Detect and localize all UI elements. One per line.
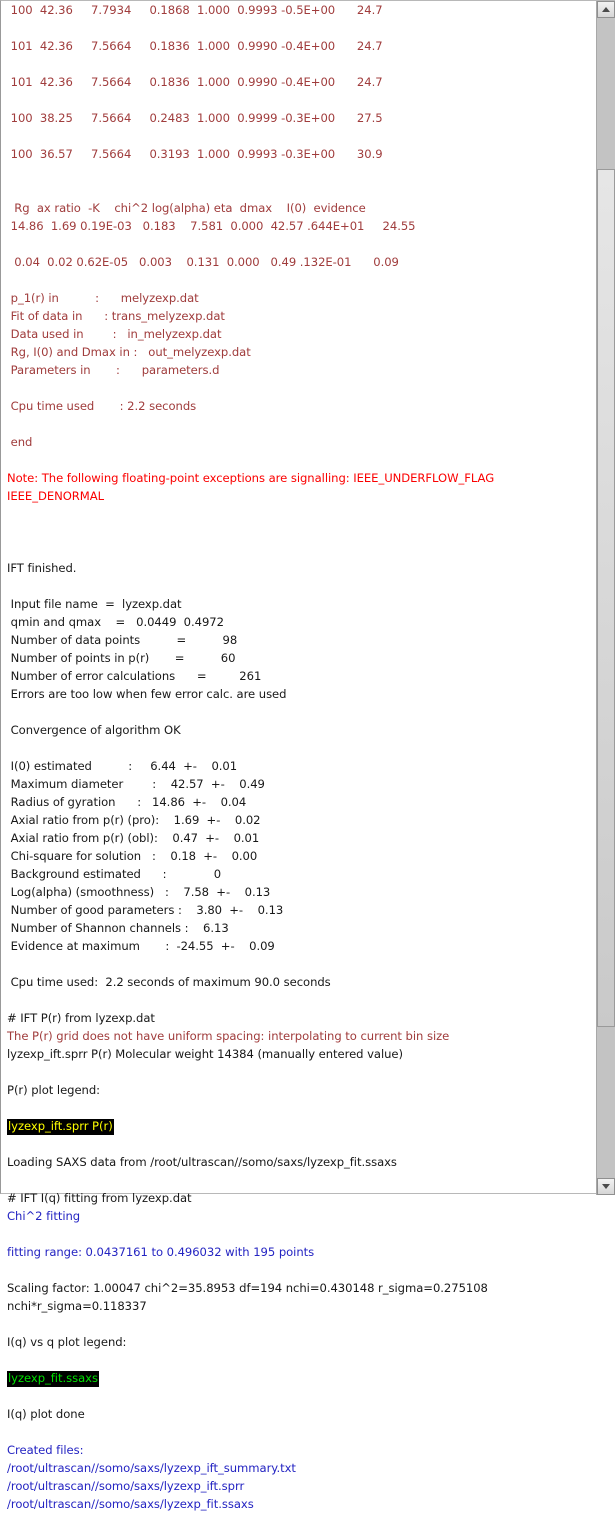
console-blank-line — [7, 1225, 592, 1243]
console-blank-line — [7, 55, 592, 73]
console-line: The P(r) grid does not have uniform spacing: interpolating to current bin size — [7, 1029, 450, 1043]
console-line: /root/ultrascan//somo/saxs/lyzexp_fit.ssaxs — [7, 1497, 254, 1511]
highlighted-legend-iq: lyzexp_fit.ssaxs — [8, 1371, 98, 1385]
console-line: Number of points in p(r) = 60 — [7, 651, 236, 665]
console-line: 100 36.57 7.5664 0.3193 1.000 0.9993 -0.3E+00 30.9 — [7, 147, 383, 161]
console-blank-line — [7, 523, 592, 541]
console-blank-line — [7, 451, 592, 469]
console-line: Number of error calculations = 261 — [7, 669, 262, 683]
console-line: P(r) plot legend: — [7, 1083, 101, 1097]
console-line: I(q) vs q plot legend: — [7, 1335, 127, 1349]
console-blank-line — [7, 271, 592, 289]
console-line: Convergence of algorithm OK — [7, 723, 181, 737]
console-line: Evidence at maximum : -24.55 +- 0.09 — [7, 939, 275, 953]
console-line: Cpu time used : 2.2 seconds — [7, 399, 197, 413]
console-line: Radius of gyration : 14.86 +- 0.04 — [7, 795, 247, 809]
console-blank-line — [7, 955, 592, 973]
console-line: Chi-square for solution : 0.18 +- 0.00 — [7, 849, 258, 863]
console-line: 100 42.36 7.7934 0.1868 1.000 0.9993 -0.5E+00 24.7 — [7, 3, 383, 17]
console-line: # IFT I(q) fitting from lyzexp.dat — [7, 1191, 192, 1205]
console-line: Cpu time used: 2.2 seconds of maximum 90.0 seconds — [7, 975, 331, 989]
scrollbar-thumb[interactable] — [597, 169, 615, 1027]
console-line: IFT finished. — [7, 561, 77, 575]
console-blank-line — [7, 415, 592, 433]
console-blank-line — [7, 235, 592, 253]
console-line: Background estimated : 0 — [7, 867, 222, 881]
console-blank-line — [7, 577, 592, 595]
console-blank-line — [7, 1315, 592, 1333]
console-line: Number of data points = 98 — [7, 633, 238, 647]
console-line: /root/ultrascan//somo/saxs/lyzexp_ift_summary.txt — [7, 1461, 296, 1475]
console-line: fitting range: 0.0437161 to 0.496032 with 195 points — [7, 1245, 315, 1259]
console-blank-line — [7, 1351, 592, 1369]
console-blank-line — [7, 1135, 592, 1153]
triangle-up-icon — [602, 7, 610, 12]
scrollbar-track[interactable] — [597, 18, 615, 1178]
console-line: Note: The following floating-point exceptions are signalling: IEEE_UNDERFLOW_FLAG IEEE_DENORMAL — [7, 471, 498, 503]
console-blank-line — [7, 1063, 592, 1081]
console-blank-line — [7, 91, 592, 109]
console-line: Input file name = lyzexp.dat — [7, 597, 182, 611]
console-blank-line — [7, 127, 592, 145]
console-line: Axial ratio from p(r) (pro): 1.69 +- 0.02 — [7, 813, 261, 827]
console-line: lyzexp_ift.sprr P(r) Molecular weight 14384 (manually entered value) — [7, 1047, 403, 1061]
console-blank-line — [7, 703, 592, 721]
console-line: Fit of data in : trans_melyzexp.dat — [7, 309, 225, 323]
console-line: I(q) plot done — [7, 1407, 85, 1421]
console-line: Data used in : in_melyzexp.dat — [7, 327, 222, 341]
console-line: Rg ax ratio -K chi^2 log(alpha) eta dmax I(0) evidence — [7, 201, 366, 215]
console-blank-line — [7, 1261, 592, 1279]
console-line: Chi^2 fitting — [7, 1209, 81, 1223]
console-line: Maximum diameter : 42.57 +- 0.49 — [7, 777, 265, 791]
console-line: Loading SAXS data from /root/ultrascan//somo/saxs/lyzexp_fit.ssaxs — [7, 1155, 397, 1169]
console-line: 0.04 0.02 0.62E-05 0.003 0.131 0.000 0.49 .132E-01 0.09 — [7, 255, 399, 269]
console-line — [7, 1369, 592, 1387]
console-blank-line — [7, 19, 592, 37]
console-line: Number of good parameters : 3.80 +- 0.13 — [7, 903, 284, 917]
console-output-pane[interactable] — [1, 1, 596, 1511]
console-line: # IFT P(r) from lyzexp.dat — [7, 1011, 155, 1025]
console-blank-line — [7, 739, 592, 757]
console-line: 101 42.36 7.5664 0.1836 1.000 0.9990 -0.4E+00 24.7 — [7, 39, 383, 53]
vertical-scrollbar[interactable] — [596, 1, 615, 1195]
console-line: /root/ultrascan//somo/saxs/lyzexp_ift.sprr — [7, 1479, 245, 1493]
console-blank-line — [7, 541, 592, 559]
console-blank-line — [7, 505, 592, 523]
console-line — [7, 1117, 592, 1135]
console-line: end — [7, 435, 33, 449]
console-line: Log(alpha) (smoothness) : 7.58 +- 0.13 — [7, 885, 271, 899]
console-line: p_1(r) in : melyzexp.dat — [7, 291, 199, 305]
console-line: Axial ratio from p(r) (obl): 0.47 +- 0.01 — [7, 831, 260, 845]
console-blank-line — [7, 1099, 592, 1117]
console-line: 14.86 1.69 0.19E-03 0.183 7.581 0.000 42.57 .644E+01 24.55 — [7, 219, 416, 233]
console-blank-line — [7, 991, 592, 1009]
console-line: qmin and qmax = 0.0449 0.4972 — [7, 615, 224, 629]
scroll-up-arrow-icon[interactable] — [597, 1, 615, 18]
console-line: 101 42.36 7.5664 0.1836 1.000 0.9990 -0.4E+00 24.7 — [7, 75, 383, 89]
scroll-down-arrow-icon[interactable] — [597, 1178, 615, 1195]
console-blank-line — [7, 1171, 592, 1189]
console-line: Created files: — [7, 1443, 84, 1457]
console-line: I(0) estimated : 6.44 +- 0.01 — [7, 759, 238, 773]
console-line: Scaling factor: 1.00047 chi^2=35.8953 df=194 nchi=0.430148 r_sigma=0.275108 nchi*r_sigma=0.118337 — [7, 1281, 492, 1313]
console-line: Rg, I(0) and Dmax in : out_melyzexp.dat — [7, 345, 251, 359]
console-blank-line — [7, 181, 592, 199]
console-line: Errors are too low when few error calc. are used — [7, 687, 287, 701]
console-blank-line — [7, 379, 592, 397]
console-line: 100 38.25 7.5664 0.2483 1.000 0.9999 -0.3E+00 27.5 — [7, 111, 383, 125]
console-blank-line — [7, 163, 592, 181]
triangle-down-icon — [602, 1184, 610, 1189]
highlighted-legend-pr: lyzexp_ift.sprr P(r) — [8, 1119, 113, 1133]
console-blank-line — [7, 1423, 592, 1441]
console-line: Parameters in : parameters.d — [7, 363, 220, 377]
console-blank-line — [7, 1387, 592, 1405]
console-line: Number of Shannon channels : 6.13 — [7, 921, 229, 935]
